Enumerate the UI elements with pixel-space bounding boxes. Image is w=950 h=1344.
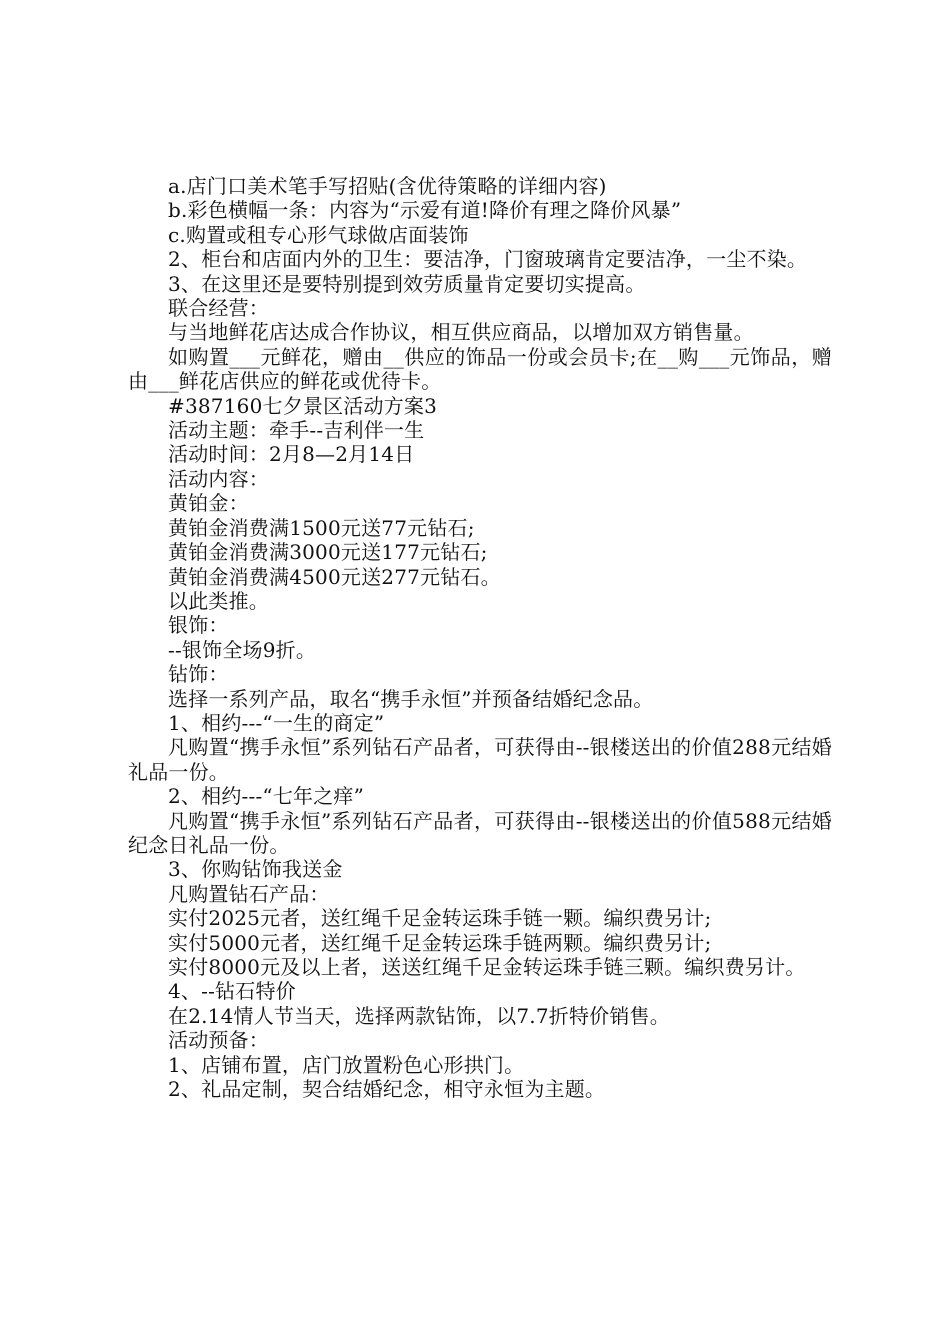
- paragraph: 如购置___元鲜花，赠由__供应的饰品一份或会员卡;在__购___元饰品，赠由___鲜花店供应的鲜花或优待卡。: [128, 344, 832, 394]
- paragraph: 活动主题：牵手--吉利伴一生: [168, 418, 425, 443]
- paragraph: b.彩色横幅一条：内容为“示爱有道!降价有理之降价风暴”: [168, 198, 682, 223]
- paragraph: 凡购置“携手永恒”系列钻石产品者，可获得由--银楼送出的价值588元结婚纪念日礼品一份。: [128, 808, 832, 857]
- list-item: 4、--钻石特价: [168, 979, 296, 1004]
- paragraph: 在2.14情人节当天，选择两款钻饰，以7.7折特价销售。: [168, 1003, 670, 1028]
- paragraph: a.店门口美术笔手写招贴(含优待策略的详细内容): [168, 174, 607, 198]
- section-heading: 活动内容：: [168, 466, 269, 491]
- section-heading: 联合经营：: [168, 296, 269, 321]
- section-heading: 活动预备：: [168, 1028, 269, 1053]
- list-item: 黄铂金消费满4500元送277元钻石。: [168, 564, 501, 589]
- section-heading: 黄铂金：: [168, 491, 249, 516]
- list-item: 实付2025元者，送红绳千足金转运珠手链一颗。编织费另计;: [168, 906, 712, 931]
- list-item: 2、礼品定制，契合结婚纪念，相守永恒为主题。: [168, 1077, 606, 1102]
- paragraph: 以此类推。: [168, 588, 269, 613]
- list-item: 2、相约---“七年之痒”: [168, 784, 365, 809]
- paragraph: 与当地鲜花店达成合作协议，相互供应商品，以增加双方销售量。: [168, 320, 754, 345]
- section-heading: 钻饰：: [168, 662, 229, 687]
- list-item: 实付8000元及以上者，送送红绳千足金转运珠手链三颗。编织费另计。: [168, 955, 806, 979]
- list-item: 1、店铺布置，店门放置粉色心形拱门。: [168, 1052, 525, 1077]
- paragraph: 活动时间：2月8—2月14日: [168, 442, 415, 467]
- paragraph: 凡购置钻石产品：: [168, 881, 330, 906]
- paragraph: 凡购置“携手永恒”系列钻石产品者，可获得由--银楼送出的价值288元结婚礼品一份。: [128, 735, 832, 784]
- list-item: 3、你购钻饰我送金: [168, 857, 343, 882]
- paragraph: c.购置或租专心形气球做店面装饰: [168, 222, 469, 247]
- list-item: 实付5000元者，送红绳千足金转运珠手链两颗。编织费另计;: [168, 930, 712, 955]
- paragraph: --银饰全场9折。: [168, 637, 317, 662]
- document-title: #387160七夕景区活动方案3: [168, 393, 438, 418]
- paragraph: 2、柜台和店面内外的卫生：要洁净，门窗玻璃肯定要洁净，一尘不染。: [168, 247, 808, 272]
- document-body: [128, 174, 832, 1101]
- list-item: 黄铂金消费满3000元送177元钻石;: [168, 540, 488, 565]
- paragraph: 选择一系列产品，取名“携手永恒”并预备结婚纪念品。: [168, 686, 654, 711]
- list-item: 黄铂金消费满1500元送77元钻石;: [168, 515, 475, 540]
- paragraph: 3、在这里还是要特别提到效劳质量肯定要切实提高。: [168, 271, 646, 296]
- list-item: 1、相约---“一生的商定”: [168, 710, 385, 735]
- section-heading: 银饰：: [168, 613, 229, 638]
